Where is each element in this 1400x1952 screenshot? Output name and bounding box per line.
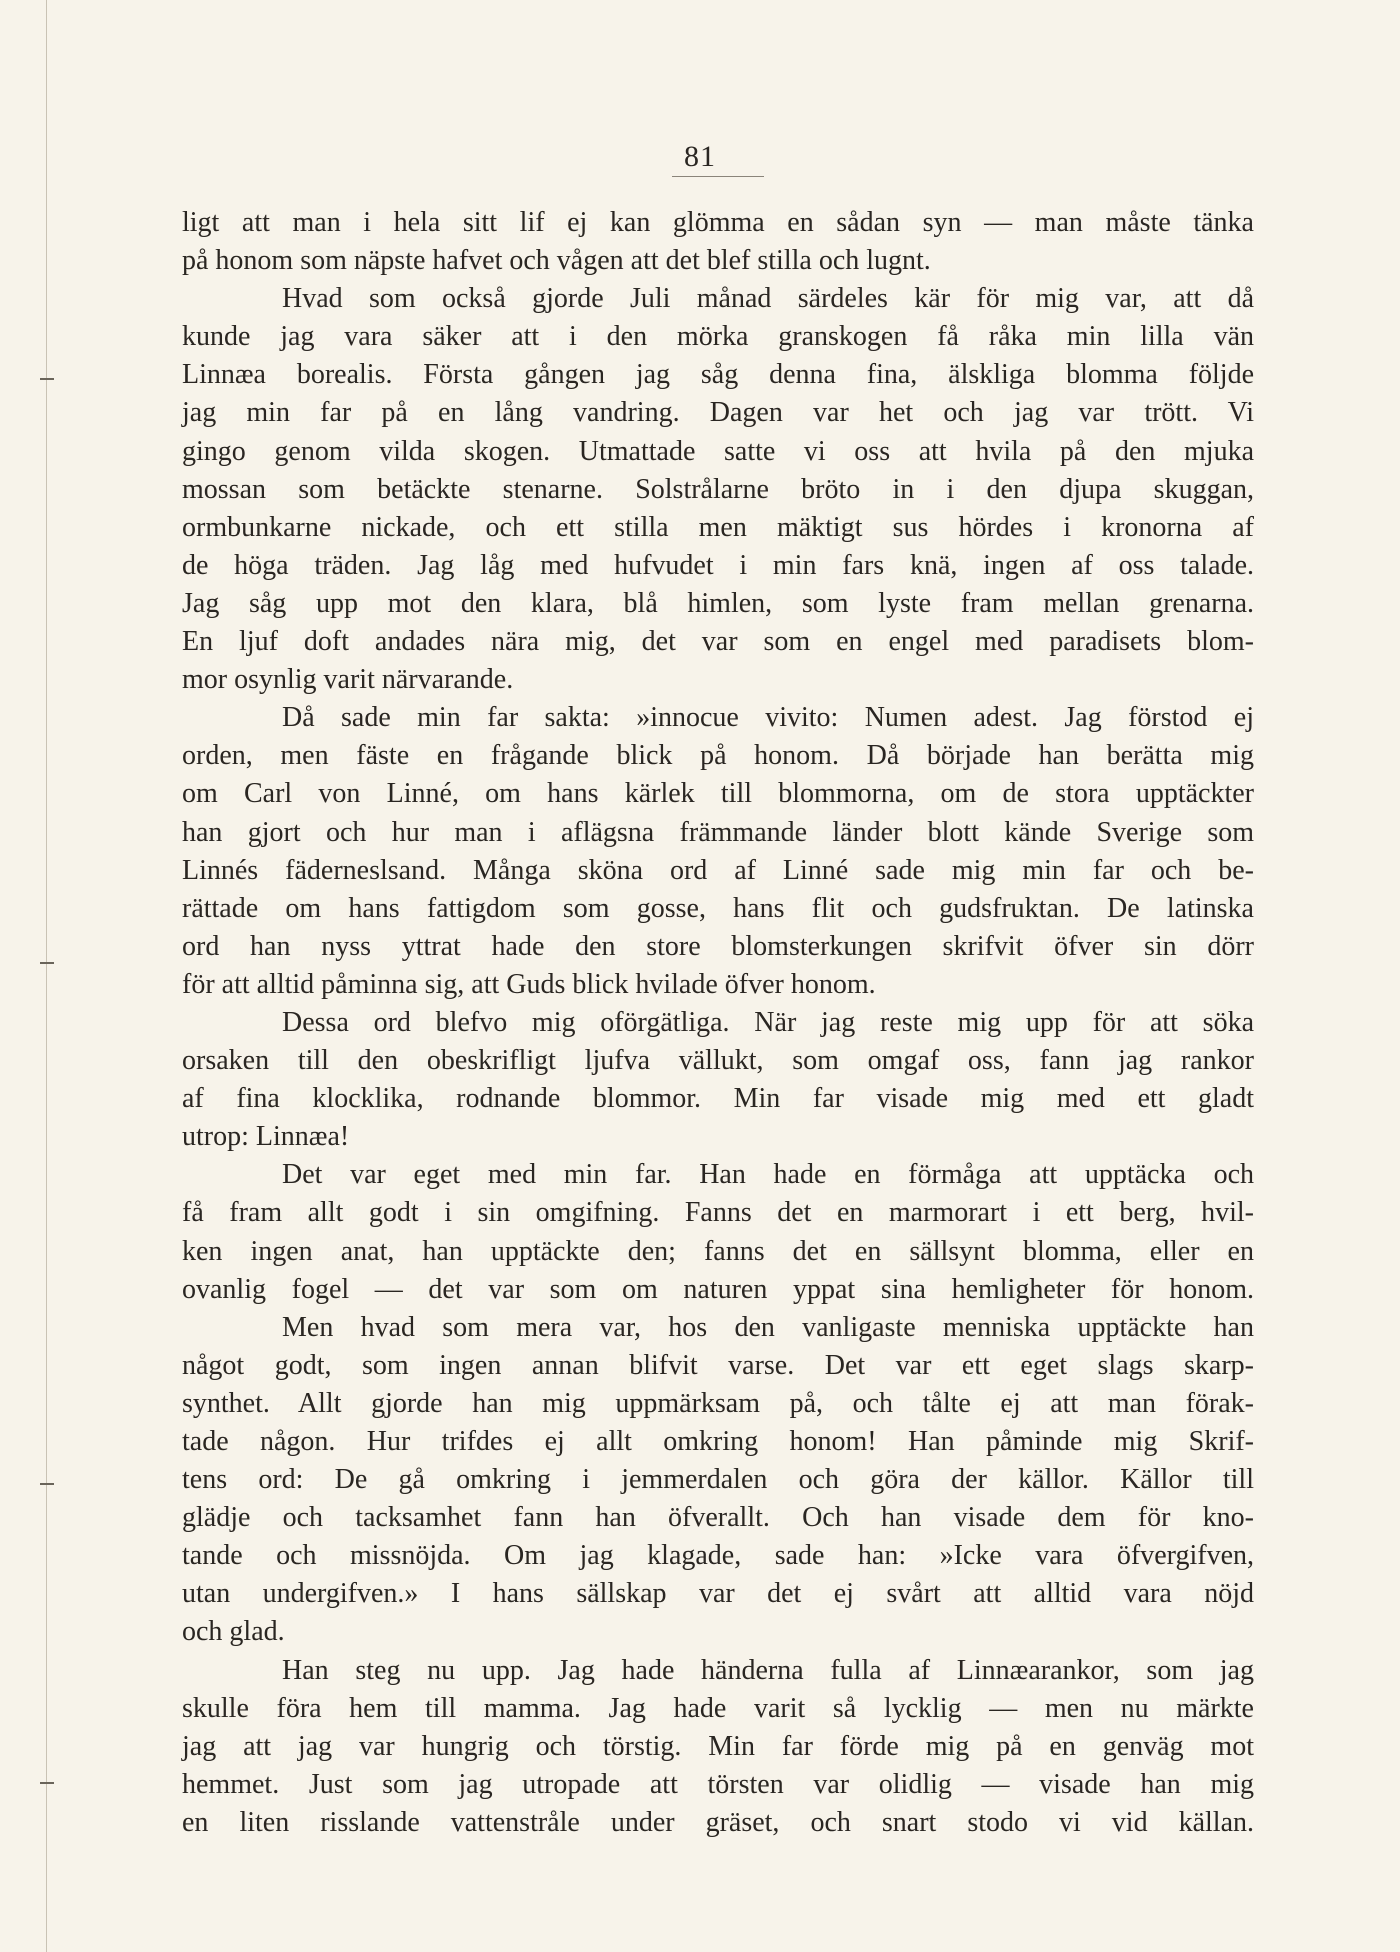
text-line: glädje och tacksamhet fann han öfverallt. Och han visade dem för kno- — [182, 1502, 1254, 1534]
text-line: Hvad som också gjorde Juli månad särdeles kär för mig var, att då — [282, 283, 1254, 315]
text-line: af fina klocklika, rodnande blommor. Min far visade mig med ett gladt — [182, 1083, 1254, 1115]
text-line: tande och missnöjda. Om jag klagade, sade han: »Icke vara öfvergifven, — [182, 1540, 1254, 1572]
text-line: för att alltid påminna sig, att Guds blick hvilade öfver honom. — [182, 968, 876, 1000]
text-line: kunde jag vara säker att i den mörka granskogen få råka min lilla vän — [182, 321, 1254, 353]
text-line: gingo genom vilda skogen. Utmattade satte vi oss att hvila på den mjuka — [182, 435, 1254, 467]
margin-mark — [40, 1483, 54, 1485]
page-number-rule — [672, 176, 764, 177]
text-line: synthet. Allt gjorde han mig uppmärksam på, och tålte ej att man förak- — [182, 1387, 1254, 1419]
text-line: orden, men fäste en frågande blick på honom. Då började han berätta mig — [182, 740, 1254, 772]
text-line: En ljuf doft andades nära mig, det var som en engel med paradisets blom- — [182, 626, 1254, 658]
margin-mark — [40, 1782, 54, 1784]
text-line: ord han nyss yttrat hade den store blomsterkungen skrifvit öfver sin dörr — [182, 930, 1254, 962]
binding-edge — [46, 0, 47, 1952]
text-line: Det var eget med min far. Han hade en förmåga att upptäcka och — [282, 1159, 1254, 1191]
text-line: mor osynlig varit närvarande. — [182, 664, 514, 696]
text-line: Linnés fäderneslsand. Många sköna ord af Linné sade mig min far och be- — [182, 854, 1254, 886]
text-line: hemmet. Just som jag utropade att törsten var olidlig — visade han mig — [182, 1768, 1254, 1800]
text-line: en liten risslande vattenstråle under gräset, och snart stodo vi vid källan. — [182, 1806, 1254, 1838]
body-text — [182, 204, 1254, 1842]
text-line: ken ingen anat, han upptäckte den; fanns det en sällsynt blomma, eller en — [182, 1235, 1254, 1267]
text-line: han gjort och hur man i aflägsna främmande länder blott kände Sverige som — [182, 816, 1254, 848]
text-line: ligt att man i hela sitt lif ej kan glömma en sådan syn — man måste tänka — [182, 207, 1254, 238]
text-line: tade någon. Hur trifdes ej allt omkring honom! Han påminde mig Skrif- — [182, 1426, 1254, 1457]
text-line: tens ord: De gå omkring i jemmerdalen och göra der källor. Källor till — [182, 1464, 1254, 1496]
text-line: och glad. — [182, 1616, 285, 1648]
text-line: ovanlig fogel — det var som om naturen yppat sina hemligheter för honom. — [182, 1273, 1254, 1305]
text-line: ormbunkarne nickade, och ett stilla men mäktigt sus hördes i kronorna af — [182, 511, 1254, 543]
text-line: orsaken till den obeskrifligt ljufva vällukt, som omgaf oss, fann jag rankor — [182, 1045, 1254, 1077]
margin-mark — [40, 378, 54, 380]
text-line: de höga träden. Jag låg med hufvudet i min fars knä, ingen af oss talade. — [182, 549, 1254, 581]
text-line: jag min far på en lång vandring. Dagen var het och jag var trött. Vi — [182, 397, 1254, 429]
text-line: utan undergifven.» I hans sällskap var det ej svårt att alltid vara nöjd — [182, 1578, 1254, 1610]
text-line: mossan som betäckte stenarne. Solstrålarne bröto in i den djupa skuggan, — [182, 473, 1254, 505]
page-number: 81 — [684, 140, 716, 173]
text-line: Linnæa borealis. Första gången jag såg denna fina, älskliga blomma följde — [182, 359, 1254, 391]
text-line: Han steg nu upp. Jag hade händerna fulla af Linnæarankor, som jag — [282, 1654, 1254, 1686]
text-line: Men hvad som mera var, hos den vanligaste menniska upptäckte han — [282, 1311, 1254, 1343]
text-line: om Carl von Linné, om hans kärlek till blommorna, om de stora upptäckter — [182, 778, 1254, 810]
text-line: utrop: Linnæa! — [182, 1121, 350, 1153]
text-line: rättade om hans fattigdom som gosse, hans flit och gudsfruktan. De latinska — [182, 892, 1254, 924]
text-line: Dessa ord blefvo mig oförgätliga. När jag reste mig upp för att söka — [282, 1006, 1254, 1038]
text-line: något godt, som ingen annan blifvit varse. Det var ett eget slags skarp- — [182, 1349, 1254, 1381]
text-line: Då sade min far sakta: »innocue vivito: Numen adest. Jag förstod ej — [282, 702, 1254, 734]
text-line: Jag såg upp mot den klara, blå himlen, som lyste fram mellan grenarna. — [182, 587, 1254, 619]
text-line: på honom som näpste hafvet och vågen att det blef stilla och lugnt. — [182, 245, 931, 277]
margin-mark — [40, 962, 54, 964]
text-line: få fram allt godt i sin omgifning. Fanns det en marmorart i ett berg, hvil- — [182, 1197, 1254, 1229]
text-line: jag att jag var hungrig och törstig. Min far förde mig på en genväg mot — [182, 1730, 1254, 1762]
text-line: skulle föra hem till mamma. Jag hade varit så lycklig — men nu märkte — [182, 1692, 1254, 1724]
